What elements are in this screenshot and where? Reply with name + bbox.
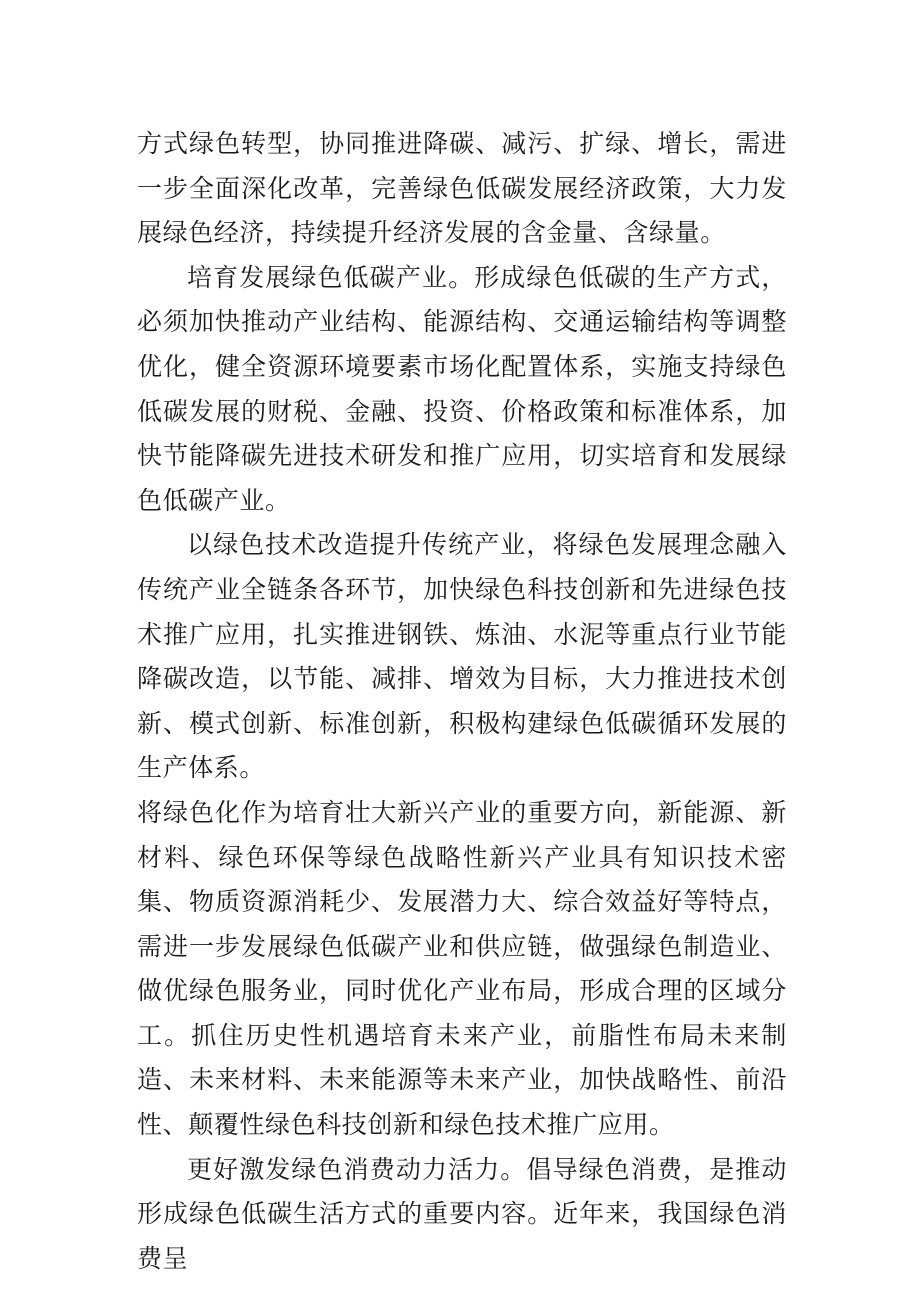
paragraph-4: 将绿色化作为培育壮大新兴产业的重要方向，新能源、新材料、绿色环保等绿色战略性新兴产业具有知识技术密集、物质资源消耗少、发展潜力大、综合效益好等特点，需进一步发展绿色低碳产业和供应链，做强绿色制造业、做优绿色服务业，同时优化产业布局，形成合理的区域分工。抓住历史性机遇培育未来产业，前脂性布局未来制造、未来材料、未来能源等未来产业，加快战略性、前沿性、颠覆性绿色科技创新和绿色技术推广应用。	[137, 797, 787, 1140]
document-body	[137, 122, 787, 1281]
paragraph-1: 方式绿色转型，协同推进降碳、减污、扩绿、增长，需进一步全面深化改革，完善绿色低碳发展经济政策，大力发展绿色经济，持续提升经济发展的含金量、含绿量。	[137, 129, 787, 248]
paragraph-5: 更好激发绿色消费动力活力。倡导绿色消费，是推动形成绿色低碳生活方式的重要内容。近年来，我国绿色消费呈	[137, 1154, 787, 1273]
paragraph-3: 以绿色技术改造提升传统产业，将绿色发展理念融入传统产业全链条各环节，加快绿色科技创新和先进绿色技术推广应用，扎实推进钢铁、炼油、水泥等重点行业节能降碳改造，以节能、减排、增效为目标，大力推进技术创新、模式创新、标准创新，积极构建绿色低碳循环发展的生产体系。	[137, 530, 787, 783]
paragraph-2: 培育发展绿色低碳产业。形成绿色低碳的生产方式，必须加快推动产业结构、能源结构、交通运输结构等调整优化，健全资源环境要素市场化配置体系，实施支持绿色低碳发展的财税、金融、投资、价格政策和标准体系，加快节能降碳先进技术研发和推广应用，切实培育和发展绿色低碳产业。	[137, 262, 787, 515]
